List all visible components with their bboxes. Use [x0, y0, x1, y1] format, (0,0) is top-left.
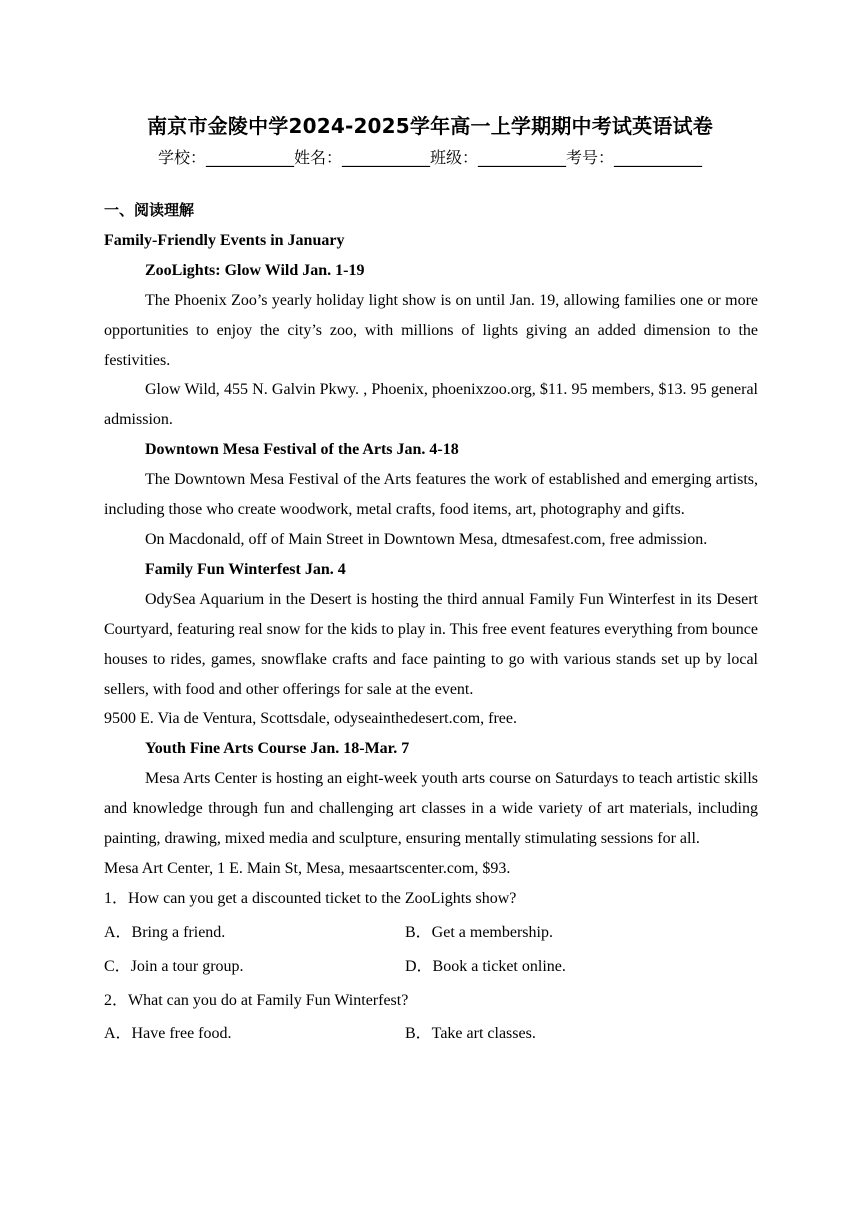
event-details: Glow Wild, 455 N. Galvin Pkwy. , Phoenix, phoenixzoo.org, $11. 95 members, $13. 95 general admission. — [104, 381, 758, 429]
event-details: Mesa Art Center, 1 E. Main St, Mesa, mesaartscenter.com, $93. — [104, 859, 511, 877]
event-title: Youth Fine Arts Course Jan. 18-Mar. 7 — [145, 740, 410, 758]
option-d: D．Book a ticket online. — [405, 957, 566, 975]
question-text: 2．What can you do at Family Fun Winterfest? — [104, 991, 409, 1009]
event-title: Family Fun Winterfest Jan. 4 — [145, 560, 346, 578]
event-description: The Phoenix Zoo’s yearly holiday light show is on until Jan. 19, allowing families one or more opportunities to enjoy the city’s zoo, with millions of lights giving an added dimension to the festivities. — [104, 291, 758, 369]
option-row — [104, 1019, 758, 1049]
question-text: 1．How can you get a discounted ticket to the ZooLights show? — [104, 889, 517, 907]
section-heading: 一、阅读理解 — [104, 201, 195, 219]
event-description: The Downtown Mesa Festival of the Arts features the work of established and emerging artists, including those who create woodwork, metal crafts, food items, art, photography and gifts. — [104, 471, 758, 519]
option-row — [104, 952, 758, 982]
passage-title: Family-Friendly Events in January — [104, 231, 345, 249]
event-details: 9500 E. Via de Ventura, Scottsdale, odyseainthedesert.com, free. — [104, 710, 517, 728]
event-title: ZooLights: Glow Wild Jan. 1-19 — [145, 261, 365, 279]
option-row — [104, 918, 758, 948]
option-b: B．Take art classes. — [405, 1025, 536, 1043]
event-description: OdySea Aquarium in the Desert is hosting the third annual Family Fun Winterfest in its Desert Courtyard, featuring real snow for the kids to play in. This free event features everything from bounce houses to rides, games, snowflake crafts and face painting to go with various stands set up by local sellers, with food and other offerings for sale at the event. — [104, 590, 758, 698]
option-a: A．Have free food. — [104, 1025, 232, 1043]
option-c: C．Join a tour group. — [104, 957, 244, 975]
event-details: On Macdonald, off of Main Street in Downtown Mesa, dtmesafest.com, free admission. — [145, 530, 708, 548]
event-description: Mesa Arts Center is hosting an eight-week youth arts course on Saturdays to teach artistic skills and knowledge through fun and challenging art classes in a wide variety of art materials, including painting, drawing, mixed media and sculpture, ensuring mentally stimulating sessions for all. — [104, 770, 758, 848]
option-b: B．Get a membership. — [405, 923, 553, 941]
exam-title: 南京市金陵中学2024-2025学年高一上学期期中考试英语试卷 — [147, 114, 713, 138]
option-a: A．Bring a friend. — [104, 923, 226, 941]
reading-section — [104, 196, 758, 1053]
event-title: Downtown Mesa Festival of the Arts Jan. 4-18 — [145, 441, 459, 459]
student-info-line: 学校：___________姓名：___________班级：___________考号：___________ — [157, 148, 702, 167]
